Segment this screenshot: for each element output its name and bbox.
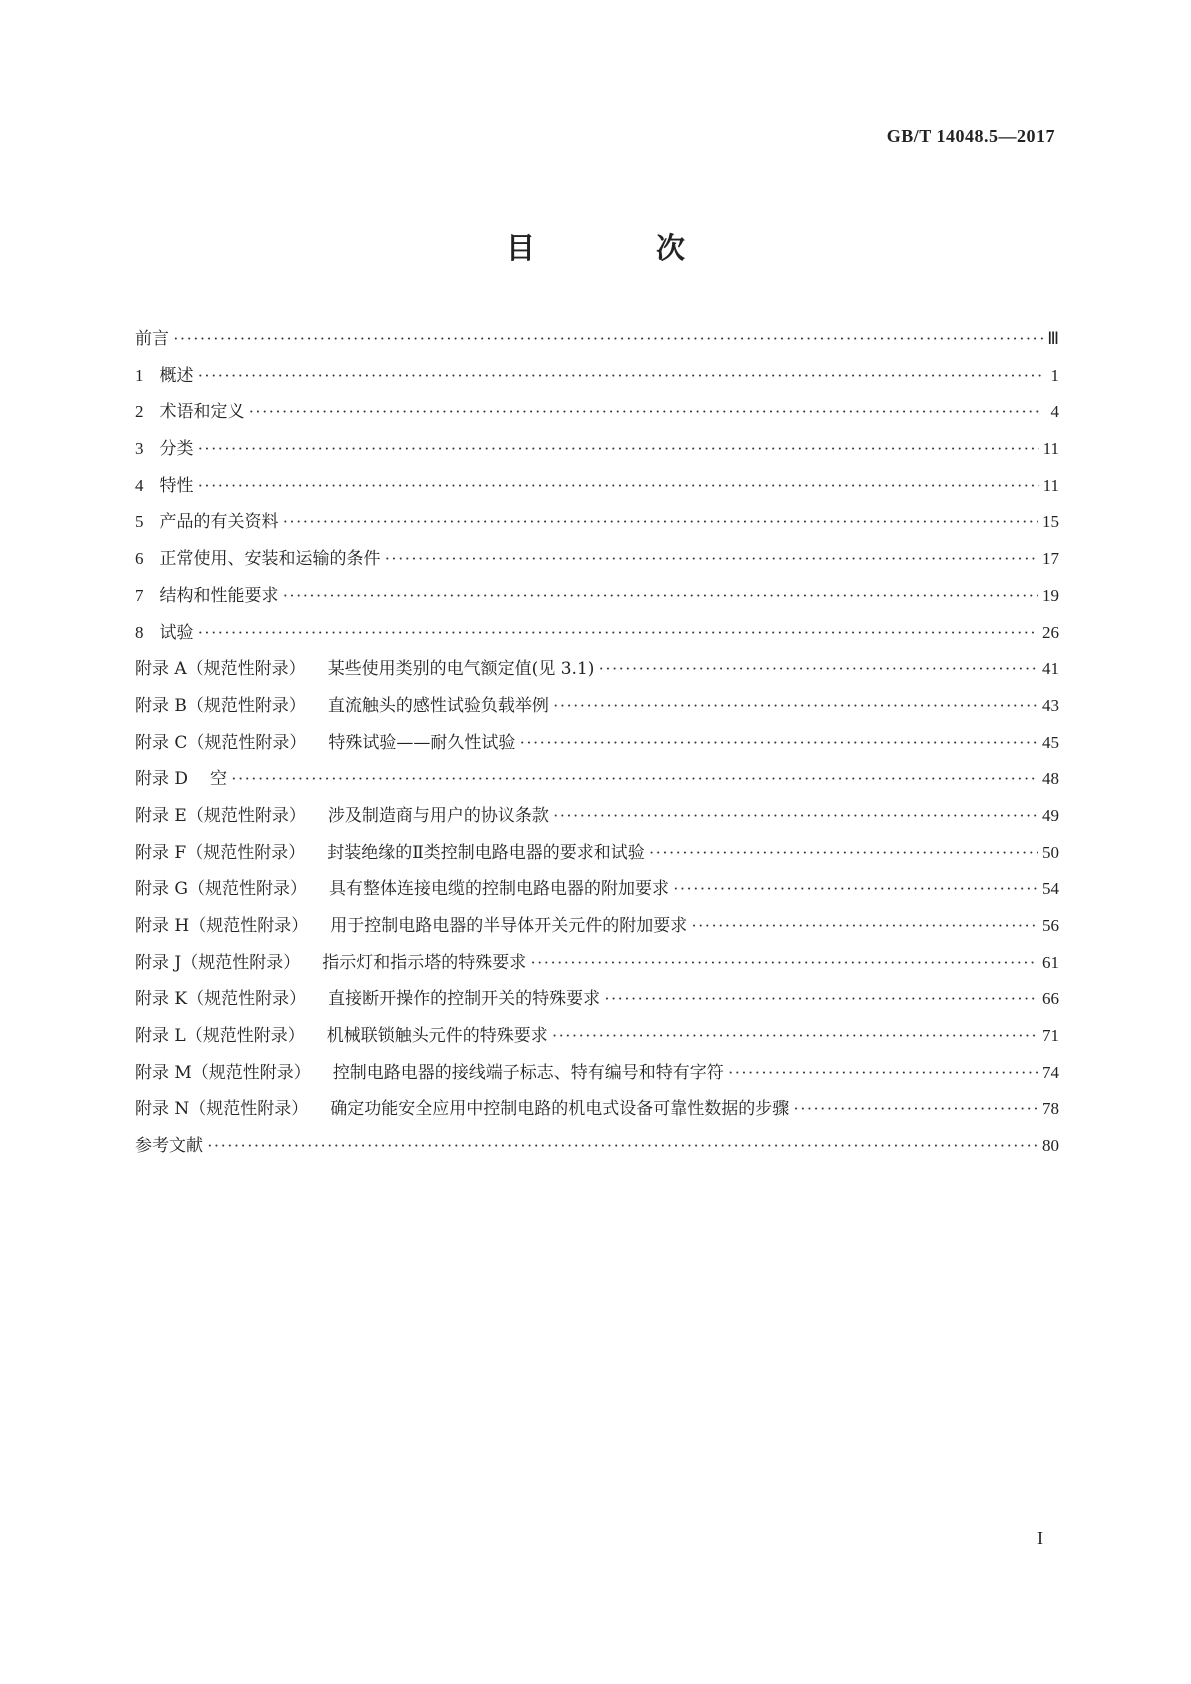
- toc-title: 试验: [159, 622, 194, 643]
- toc-title: 控制电路电器的接线端子标志、特有编号和特有字符: [332, 1062, 724, 1083]
- toc-page-number: 54: [1042, 879, 1059, 899]
- toc-number: 5: [135, 512, 144, 532]
- toc-leader: [198, 439, 1039, 459]
- toc-leader: [231, 769, 1038, 789]
- toc-page-number: 11: [1042, 439, 1059, 459]
- toc-number: 2: [135, 402, 144, 422]
- toc-leader: [649, 843, 1038, 863]
- toc-page-number: 50: [1042, 842, 1059, 862]
- toc-leader: [198, 476, 1039, 496]
- toc-page-number: 19: [1042, 585, 1059, 605]
- toc-leader: [691, 916, 1038, 936]
- toc-entry-preface[interactable]: [135, 324, 1059, 361]
- toc-leader: [198, 623, 1039, 643]
- toc-number: 附录 B（规范性附录）: [135, 695, 306, 716]
- toc-leader: [728, 1063, 1038, 1083]
- toc-number: 附录 K（规范性附录）: [135, 989, 307, 1010]
- standard-number: GB/T 14048.5—2017: [886, 126, 1055, 146]
- toc-title: 机械联锁触头元件的特殊要求: [326, 1026, 548, 1047]
- toc-number: 附录 E（规范性附录）: [135, 805, 306, 826]
- table-of-contents: [135, 324, 1059, 1168]
- toc-entry-3[interactable]: [135, 434, 1059, 471]
- toc-entry-6[interactable]: [135, 544, 1059, 581]
- toc-title: 涉及制造商与用户的协议条款: [327, 805, 549, 826]
- toc-title: 结构和性能要求: [159, 585, 279, 606]
- toc-title: 正常使用、安装和运输的条件: [159, 549, 381, 570]
- page-title: 目 次: [505, 231, 731, 265]
- toc-page-number: 49: [1042, 805, 1059, 825]
- toc-number: 3: [135, 439, 144, 459]
- toc-page-number: 78: [1042, 1099, 1059, 1119]
- toc-page-number: 56: [1042, 916, 1059, 935]
- toc-number: 附录 H（规范性附录）: [135, 916, 309, 936]
- toc-leader: [553, 696, 1038, 716]
- toc-page-number: 1: [1050, 365, 1059, 385]
- toc-entry-7[interactable]: [135, 581, 1059, 618]
- toc-entry-annex-k[interactable]: [135, 984, 1059, 1021]
- toc-leader: [207, 1136, 1038, 1156]
- toc-number: 附录 M（规范性附录）: [135, 1062, 311, 1083]
- toc-entry-annex-c[interactable]: [135, 728, 1059, 765]
- toc-title: 直流触头的感性试验负载举例: [327, 695, 549, 716]
- toc-title: 特殊试验——耐久性试验: [328, 732, 516, 753]
- toc-entry-8[interactable]: [135, 618, 1059, 655]
- toc-entry-4[interactable]: [135, 471, 1059, 508]
- toc-page-number: 11: [1042, 475, 1059, 495]
- toc-entry-5[interactable]: [135, 507, 1059, 544]
- toc-title: 特性: [159, 475, 194, 496]
- toc-entry-annex-e[interactable]: [135, 801, 1059, 838]
- toc-number: 附录 D: [135, 769, 189, 790]
- toc-entry-annex-a[interactable]: [135, 654, 1059, 691]
- toc-number: 附录 G（规范性附录）: [135, 879, 307, 900]
- toc-number: 附录 N（规范性附录）: [135, 1099, 309, 1120]
- toc-entry-annex-b[interactable]: [135, 691, 1059, 728]
- toc-leader: [552, 1026, 1038, 1046]
- toc-number: 附录 J（规范性附录）: [135, 952, 301, 973]
- page-number: I: [1037, 1528, 1043, 1548]
- toc-title: 直接断开操作的控制开关的特殊要求: [328, 989, 601, 1010]
- toc-number: 附录 F（规范性附录）: [135, 842, 306, 863]
- toc-entry-annex-l[interactable]: [135, 1021, 1059, 1058]
- toc-leader: [598, 659, 1038, 679]
- toc-leader: [173, 329, 1043, 349]
- toc-leader: [283, 512, 1039, 532]
- toc-title: 空: [210, 769, 228, 790]
- toc-title: 概述: [159, 365, 194, 386]
- toc-page-number: 74: [1042, 1062, 1059, 1082]
- toc-entry-annex-g[interactable]: [135, 874, 1059, 911]
- toc-title: 指示灯和指示塔的特殊要求: [322, 952, 527, 973]
- toc-leader: [385, 549, 1039, 569]
- toc-title: 分类: [159, 439, 194, 460]
- toc-title: 参考文献: [135, 1136, 203, 1157]
- toc-page-number: Ⅲ: [1047, 329, 1059, 348]
- toc-entry-annex-h[interactable]: [135, 911, 1059, 948]
- toc-leader: [553, 806, 1038, 826]
- toc-leader: [530, 953, 1038, 973]
- toc-leader: [673, 879, 1038, 899]
- toc-page-number: 71: [1042, 1026, 1059, 1046]
- toc-page-number: 61: [1042, 952, 1059, 972]
- toc-leader: [793, 1099, 1038, 1119]
- toc-entry-annex-d[interactable]: [135, 764, 1059, 801]
- toc-page-number: 66: [1042, 989, 1059, 1009]
- toc-number: 1: [135, 365, 144, 385]
- toc-number: 附录 A（规范性附录）: [135, 659, 306, 680]
- toc-entry-annex-j[interactable]: [135, 948, 1059, 985]
- toc-page-number: 26: [1042, 622, 1059, 642]
- toc-number: 8: [135, 622, 144, 642]
- toc-page-number: 43: [1042, 695, 1059, 715]
- toc-number: 附录 C（规范性附录）: [135, 732, 307, 753]
- toc-title: 确定功能安全应用中控制电路的机电式设备可靠性数据的步骤: [330, 1099, 790, 1120]
- toc-leader: [519, 733, 1038, 753]
- toc-page-number: 41: [1042, 659, 1059, 679]
- toc-page-number: 15: [1042, 512, 1059, 532]
- toc-entry-annex-f[interactable]: [135, 838, 1059, 875]
- toc-leader: [198, 366, 1044, 386]
- toc-leader: [283, 586, 1039, 606]
- toc-title: 产品的有关资料: [159, 512, 279, 533]
- toc-title: 封装绝缘的Ⅱ类控制电路电器的要求和试验: [327, 842, 645, 863]
- toc-number: 6: [135, 549, 144, 569]
- toc-entry-annex-m[interactable]: [135, 1058, 1059, 1095]
- toc-page-number: 48: [1042, 769, 1059, 789]
- toc-entry-annex-n[interactable]: [135, 1094, 1059, 1131]
- toc-entry-1[interactable]: [135, 361, 1059, 398]
- toc-page-number: 4: [1050, 402, 1059, 422]
- toc-title: 前言: [135, 329, 169, 349]
- toc-leader: [604, 989, 1038, 1009]
- toc-page-number: 17: [1042, 549, 1059, 569]
- toc-title: 术语和定义: [159, 402, 245, 423]
- toc-title: 具有整体连接电缆的控制电路电器的附加要求: [328, 879, 669, 900]
- toc-entry-bibliography[interactable]: [135, 1131, 1059, 1168]
- toc-page-number: 80: [1042, 1136, 1059, 1156]
- toc-number: 7: [135, 585, 144, 605]
- toc-title: 某些使用类别的电气额定值(见 3.1): [327, 659, 595, 680]
- toc-page-number: 45: [1042, 732, 1059, 752]
- toc-entry-2[interactable]: [135, 397, 1059, 434]
- toc-number: 附录 L（规范性附录）: [135, 1026, 305, 1047]
- toc-number: 4: [135, 475, 144, 495]
- toc-leader: [249, 402, 1044, 422]
- toc-title: 用于控制电路电器的半导体开关元件的附加要求: [330, 916, 688, 936]
